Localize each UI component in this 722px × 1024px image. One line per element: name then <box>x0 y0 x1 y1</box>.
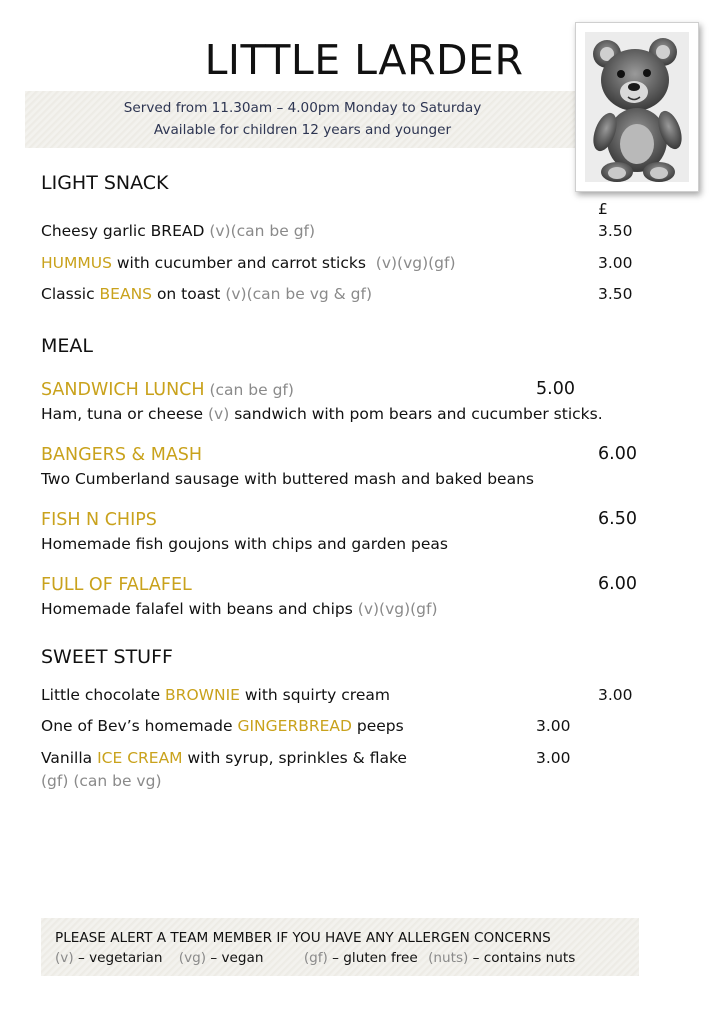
item-text: Vanilla <box>41 749 98 767</box>
menu-item-cheesy-garlic-bread <box>41 222 315 240</box>
item-highlight: BEANS <box>99 285 153 303</box>
item-name: FULL OF FALAFEL <box>41 575 192 595</box>
item-price: 6.00 <box>598 574 637 594</box>
item-name: BANGERS & MASH <box>41 445 203 465</box>
item-name: SANDWICH LUNCH <box>41 380 205 400</box>
menu-item-sandwich-lunch <box>41 380 294 400</box>
item-price: 3.00 <box>536 749 571 767</box>
legend-code: (v) <box>55 950 74 966</box>
legend-meaning: – gluten free <box>327 950 418 966</box>
legend-code: (gf) <box>303 950 328 966</box>
menu-title: LITTLE LARDER <box>204 36 524 84</box>
dietary-tags: (v)(vg)(gf) <box>357 600 438 618</box>
item-text: on toast <box>152 285 226 303</box>
menu-item-brownie <box>41 686 390 704</box>
item-description <box>41 405 603 423</box>
item-text: with syrup, sprinkles & flake <box>182 749 407 767</box>
menu-item-gingerbread <box>41 717 404 735</box>
section-heading-meal: MEAL <box>41 335 93 357</box>
item-text: One of Bev’s homemade <box>41 717 238 735</box>
legend-code: (vg) <box>178 950 207 966</box>
menu-item-beans <box>41 285 372 303</box>
allergen-legend <box>55 950 575 966</box>
menu-item-fish-n-chips <box>41 510 157 530</box>
section-heading-light-snack: LIGHT SNACK <box>41 172 169 194</box>
item-highlight: ICE CREAM <box>97 749 183 767</box>
legend-meaning: – vegetarian <box>73 950 163 966</box>
legend-meaning: – contains nuts <box>468 950 576 966</box>
dietary-tags: (v) <box>208 405 230 423</box>
item-highlight: HUMMUS <box>41 254 112 272</box>
item-text: Cheesy garlic BREAD <box>41 222 210 240</box>
item-text: with cucumber and carrot sticks <box>111 254 376 272</box>
desc-text: sandwich with pom bears and cucumber sticks. <box>229 405 603 423</box>
item-text: peeps <box>351 717 404 735</box>
item-name: FISH N CHIPS <box>41 510 157 530</box>
item-price: 3.00 <box>536 717 571 735</box>
dietary-tags: (gf) (can be vg) <box>41 772 162 790</box>
item-highlight: BROWNIE <box>165 686 240 704</box>
menu-item-hummus <box>41 254 456 272</box>
menu-item-ice-cream <box>41 749 407 767</box>
item-highlight: GINGERBREAD <box>237 717 352 735</box>
menu-item-full-of-falafel <box>41 575 192 595</box>
item-price: 5.00 <box>536 379 575 399</box>
item-price: 6.00 <box>598 444 637 464</box>
item-text: with squirty cream <box>239 686 390 704</box>
teddy-bear-photo <box>575 22 699 192</box>
item-text: Classic <box>41 285 100 303</box>
currency-symbol: £ <box>598 200 608 218</box>
item-price: 6.50 <box>598 509 637 529</box>
item-price: 3.00 <box>598 254 633 272</box>
item-price: 3.00 <box>598 686 633 704</box>
legend-meaning: – vegan <box>206 950 264 966</box>
age-limit-text: Available for children 12 years and younger <box>153 122 452 138</box>
allergen-notice-banner <box>41 918 639 976</box>
menu-item-bangers-mash <box>41 445 202 465</box>
item-price: 3.50 <box>598 285 633 303</box>
item-description <box>41 600 438 618</box>
desc-text: Homemade falafel with beans and chips <box>41 600 358 618</box>
item-price: 3.50 <box>598 222 633 240</box>
dietary-tags: (v)(vg)(gf) <box>375 254 456 272</box>
dietary-tags: (v)(can be vg & gf) <box>225 285 373 303</box>
item-description: Two Cumberland sausage with buttered mash and baked beans <box>41 470 534 488</box>
service-hours-text: Served from 11.30am – 4.00pm Monday to Saturday <box>123 100 482 116</box>
teddy-bear-icon <box>585 32 689 182</box>
dietary-tags: (v)(can be gf) <box>209 222 316 240</box>
allergen-alert-text: PLEASE ALERT A TEAM MEMBER IF YOU HAVE ANY ALLERGEN CONCERNS <box>55 930 551 946</box>
dietary-tags: (can be gf) <box>204 381 294 399</box>
item-description: Homemade fish goujons with chips and garden peas <box>41 535 448 553</box>
item-text: Little chocolate <box>41 686 166 704</box>
section-heading-sweet-stuff: SWEET STUFF <box>41 646 173 668</box>
legend-code: (nuts) <box>428 950 469 966</box>
desc-text: Ham, tuna or cheese <box>41 405 208 423</box>
